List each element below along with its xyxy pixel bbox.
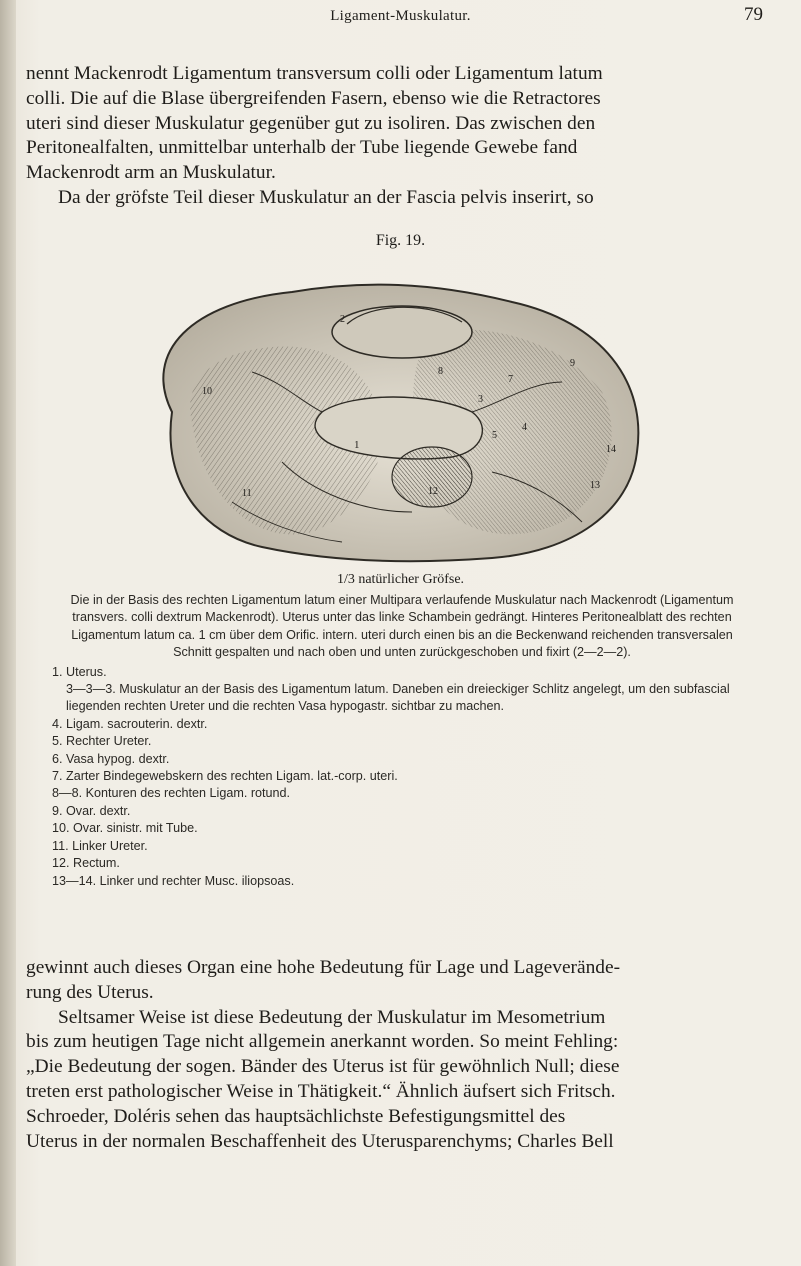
figure-numeral: 13 xyxy=(590,480,600,491)
figure-legend xyxy=(52,664,752,890)
text-line: Schroeder, Doléris sehen das hauptsächlichste Befestigungsmittel des xyxy=(26,1105,566,1127)
legend-item: 3—3—3. Muskulatur an der Basis des Ligamentum latum. Daneben ein dreieckiger Schlitz angelegt, um den subfascial liegenden rechten Ureter und die rechten Vasa hypogastr. sichtbar zu machen. xyxy=(66,682,730,714)
text-line: Da der gröfste Teil dieser Muskulatur an der Fascia pelvis inserirt, so xyxy=(58,186,594,208)
legend-item: 12. Rectum. xyxy=(52,856,120,871)
legend-item: 4. Ligam. sacrouterin. dextr. xyxy=(52,716,208,731)
legend-item: 10. Ovar. sinistr. mit Tube. xyxy=(52,821,198,836)
text-line: bis zum heutigen Tage nicht allgemein anerkannt worden. So meint Fehling: xyxy=(26,1031,619,1053)
figure-numeral: 9 xyxy=(570,358,575,369)
legend-item: 9. Ovar. dextr. xyxy=(52,803,131,818)
figure-numeral: 1 xyxy=(354,439,360,451)
text-line: colli. Die auf die Blase übergreifenden Fasern, ebenso wie die Retractores xyxy=(26,87,601,109)
page-number: 79 xyxy=(744,4,763,25)
legend-item: 13—14. Linker und rechter Musc. iliopsoas. xyxy=(52,873,295,888)
text-line: uteri sind dieser Muskulatur gegenüber gut zu isoliren. Das zwischen den xyxy=(26,112,596,134)
legend-item: 7. Zarter Bindegewebskern des rechten Ligam. lat.-corp. uteri. xyxy=(52,769,398,784)
figure-numeral: 5 xyxy=(492,430,497,441)
text-line: rung des Uterus. xyxy=(26,981,154,1003)
legend-item: 5. Rechter Ureter. xyxy=(52,734,152,749)
legend-item: 6. Vasa hypog. dextr. xyxy=(52,751,170,766)
legend-item: 11. Linker Ureter. xyxy=(52,838,148,853)
text-line: treten erst pathologischer Weise in Thätigkeit.“ Ähnlich äufsert sich Fritsch. xyxy=(26,1080,616,1102)
text-line: nennt Mackenrodt Ligamentum transversum colli oder Ligamentum latum xyxy=(26,63,603,84)
figure-numeral: 8 xyxy=(438,366,443,377)
paragraph-top xyxy=(26,62,764,211)
paragraph-bottom xyxy=(26,956,764,1154)
anatomical-illustration xyxy=(132,262,654,567)
pelvis-drawing xyxy=(132,262,654,567)
text-line: Seltsamer Weise ist diese Bedeutung der Muskulatur im Mesometrium xyxy=(58,1006,606,1028)
figure-numeral: 10 xyxy=(202,386,212,397)
page-gutter-shadow xyxy=(0,0,16,1266)
figure-numeral: 3 xyxy=(478,394,483,405)
figure-caption xyxy=(52,592,752,890)
figure-numeral: 12 xyxy=(428,486,438,497)
legend-item: 8—8. Konturen des rechten Ligam. rotund. xyxy=(52,786,291,801)
text-line: gewinnt auch dieses Organ eine hohe Bedeutung für Lage und Lageverände- xyxy=(26,957,621,978)
figure-numeral: 11 xyxy=(242,488,252,499)
caption-paragraph: Die in der Basis des rechten Ligamentum latum einer Multipara verlaufende Muskulatur nach Mackenrodt (Ligamentum transvers. colli dextrum Mackenrodt). Uterus unter das linke Schambein gedrängt. Hinteres Peritonealblatt des rechten Ligamentum latum ca. 1 cm über dem Orific. intern. uteri durch einen bis an die Beckenwand reichenden transversalen Schnitt gespalten und nach oben und unten zurückgeschoben und fixirt (2—2—2). xyxy=(70,593,734,660)
legend-item: 1. Uterus. xyxy=(52,664,107,679)
text-line: Peritonealfalten, unmittelbar unterhalb der Tube liegende Gewebe fand xyxy=(26,137,578,159)
figure-numeral: 14 xyxy=(606,444,616,455)
text-line: „Die Bedeutung der sogen. Bänder des Uterus ist für gewöhnlich Null; diese xyxy=(26,1056,620,1078)
text-line: Uterus in der normalen Beschaffenheit des Uterusparenchyms; Charles Bell xyxy=(26,1130,614,1152)
figure-numeral: 2 xyxy=(340,314,345,325)
figure-numeral: 4 xyxy=(522,422,527,433)
text-line: Mackenrodt arm an Muskulatur. xyxy=(26,162,276,184)
figure-numeral: 7 xyxy=(508,374,513,385)
figure-scale: 1/3 natürlicher Gröfse. xyxy=(336,572,465,587)
figure-label: Fig. 19. xyxy=(375,232,426,249)
running-head: Ligament-Muskulatur. xyxy=(330,8,471,24)
